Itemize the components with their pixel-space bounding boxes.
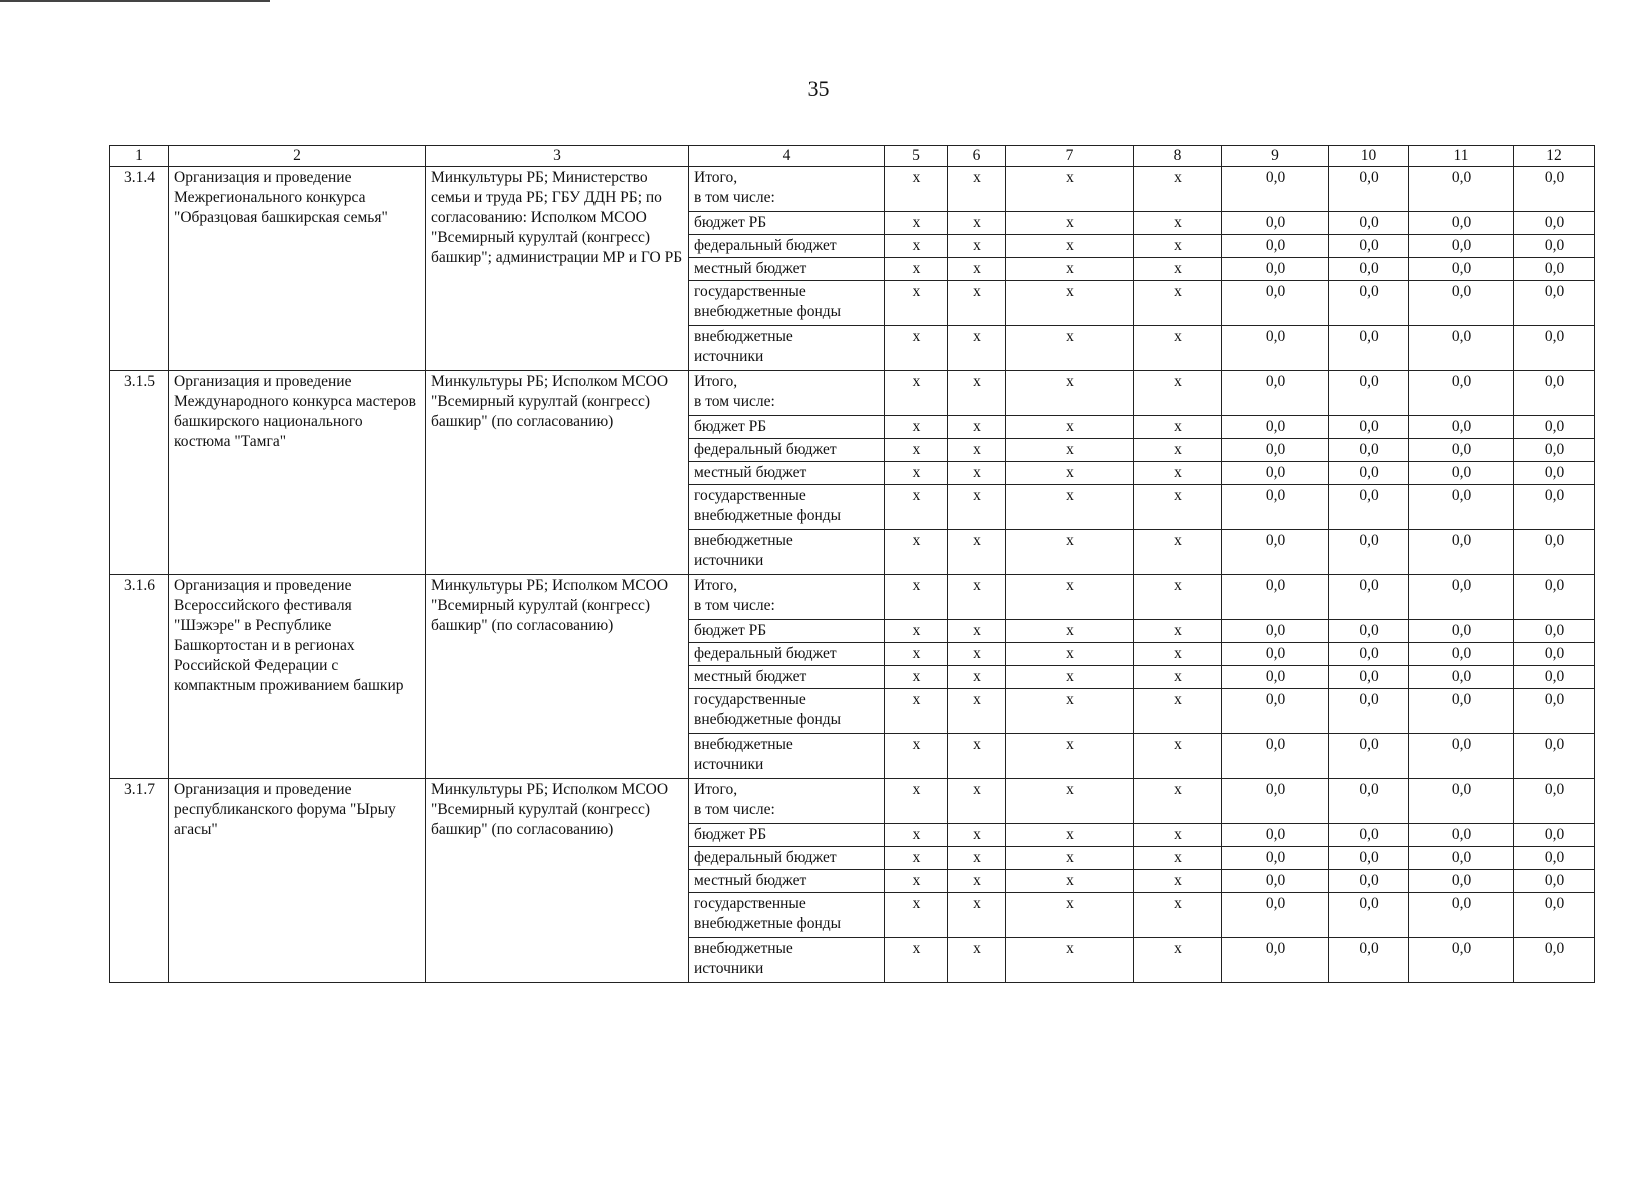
not-applicable-cell: х (1134, 575, 1222, 620)
funding-source-cell (689, 416, 885, 439)
amount-cell: 0,0 (1409, 620, 1514, 643)
funding-source-label-line2: внебюджетные фонды (694, 711, 842, 728)
not-applicable-cell: х (885, 530, 948, 575)
not-applicable-cell: х (1134, 485, 1222, 530)
page-number: 35 (807, 76, 830, 101)
funding-source-cell (689, 893, 885, 938)
amount-cell: 0,0 (1409, 371, 1514, 416)
amount-cell: 0,0 (1514, 485, 1595, 530)
funding-source-cell (689, 938, 885, 983)
funding-source-cell (689, 235, 885, 258)
amount-cell: 0,0 (1409, 779, 1514, 824)
funding-source-label-line2: источники (694, 552, 764, 569)
amount-cell: 0,0 (1329, 439, 1409, 462)
table-row (110, 779, 1595, 824)
amount-cell: 0,0 (1409, 870, 1514, 893)
amount-cell: 0,0 (1222, 870, 1329, 893)
measure-title: Организация и проведение Межрегионального конкурса "Образцовая башкирская семья" (169, 167, 426, 371)
amount-cell: 0,0 (1514, 893, 1595, 938)
not-applicable-cell: х (1006, 258, 1134, 281)
not-applicable-cell: х (948, 734, 1006, 779)
amount-cell: 0,0 (1514, 439, 1595, 462)
table-row (110, 371, 1595, 416)
amount-cell: 0,0 (1514, 575, 1595, 620)
not-applicable-cell: х (1006, 416, 1134, 439)
not-applicable-cell: х (885, 167, 948, 212)
amount-cell: 0,0 (1409, 938, 1514, 983)
not-applicable-cell: х (1134, 870, 1222, 893)
not-applicable-cell: х (1006, 779, 1134, 824)
not-applicable-cell: х (1134, 824, 1222, 847)
amount-cell: 0,0 (1514, 326, 1595, 371)
amount-cell: 0,0 (1222, 938, 1329, 983)
column-header: 6 (948, 146, 1006, 167)
amount-cell: 0,0 (1329, 689, 1409, 734)
not-applicable-cell: х (1134, 893, 1222, 938)
amount-cell: 0,0 (1514, 689, 1595, 734)
column-header: 5 (885, 146, 948, 167)
amount-cell: 0,0 (1514, 870, 1595, 893)
amount-cell: 0,0 (1409, 439, 1514, 462)
funding-source-label: Итого, (694, 781, 738, 798)
not-applicable-cell: х (1134, 167, 1222, 212)
measure-title: Организация и проведение Всероссийского фестиваля "Шэжэре" в Республике Башкортостан и в регионах Российской Федерации с компактным проживанием башкир (169, 575, 426, 779)
funding-source-label-line2: в том числе: (694, 597, 775, 614)
amount-cell: 0,0 (1514, 212, 1595, 235)
amount-cell: 0,0 (1222, 734, 1329, 779)
funding-source-label: местный бюджет (694, 872, 807, 889)
funding-source-label-line2: внебюджетные фонды (694, 915, 842, 932)
not-applicable-cell: х (1006, 824, 1134, 847)
funding-source-cell (689, 643, 885, 666)
not-applicable-cell: х (1006, 666, 1134, 689)
funding-source-label-line2: в том числе: (694, 801, 775, 818)
not-applicable-cell: х (948, 258, 1006, 281)
amount-cell: 0,0 (1514, 281, 1595, 326)
not-applicable-cell: х (1006, 530, 1134, 575)
not-applicable-cell: х (948, 689, 1006, 734)
not-applicable-cell: х (1006, 326, 1134, 371)
amount-cell: 0,0 (1222, 620, 1329, 643)
measure-executors: Минкультуры РБ; Исполком МСОО "Всемирный курултай (конгресс) башкир" (по согласованию) (426, 779, 689, 983)
funding-source-label: бюджет РБ (694, 622, 767, 639)
not-applicable-cell: х (1006, 212, 1134, 235)
not-applicable-cell: х (948, 485, 1006, 530)
funding-source-cell (689, 689, 885, 734)
amount-cell: 0,0 (1329, 167, 1409, 212)
funding-source-label: бюджет РБ (694, 418, 767, 435)
amount-cell: 0,0 (1329, 258, 1409, 281)
not-applicable-cell: х (1134, 643, 1222, 666)
amount-cell: 0,0 (1514, 235, 1595, 258)
not-applicable-cell: х (1006, 439, 1134, 462)
not-applicable-cell: х (948, 779, 1006, 824)
amount-cell: 0,0 (1222, 371, 1329, 416)
funding-source-cell (689, 870, 885, 893)
not-applicable-cell: х (1006, 734, 1134, 779)
funding-source-label-line2: внебюджетные фонды (694, 507, 842, 524)
not-applicable-cell: х (1134, 212, 1222, 235)
not-applicable-cell: х (948, 416, 1006, 439)
not-applicable-cell: х (948, 893, 1006, 938)
column-header: 1 (110, 146, 169, 167)
not-applicable-cell: х (885, 893, 948, 938)
amount-cell: 0,0 (1409, 689, 1514, 734)
funding-source-label: Итого, (694, 577, 738, 594)
amount-cell: 0,0 (1514, 258, 1595, 281)
measure-code: 3.1.7 (110, 779, 169, 983)
not-applicable-cell: х (1006, 689, 1134, 734)
measure-code: 3.1.4 (110, 167, 169, 371)
not-applicable-cell: х (885, 371, 948, 416)
amount-cell: 0,0 (1514, 371, 1595, 416)
not-applicable-cell: х (1134, 462, 1222, 485)
not-applicable-cell: х (885, 643, 948, 666)
funding-source-cell (689, 167, 885, 212)
amount-cell: 0,0 (1329, 666, 1409, 689)
funding-source-label: внебюджетные (694, 532, 793, 549)
funding-source-label: федеральный бюджет (694, 645, 837, 662)
funding-source-label: федеральный бюджет (694, 441, 837, 458)
not-applicable-cell: х (885, 326, 948, 371)
amount-cell: 0,0 (1514, 847, 1595, 870)
not-applicable-cell: х (1134, 281, 1222, 326)
amount-cell: 0,0 (1409, 258, 1514, 281)
column-header: 8 (1134, 146, 1222, 167)
not-applicable-cell: х (1134, 530, 1222, 575)
funding-source-cell (689, 371, 885, 416)
not-applicable-cell: х (948, 235, 1006, 258)
table-row (110, 167, 1595, 212)
not-applicable-cell: х (1006, 462, 1134, 485)
amount-cell: 0,0 (1222, 416, 1329, 439)
funding-source-label-line2: источники (694, 960, 764, 977)
funding-source-label-line2: источники (694, 756, 764, 773)
funding-source-label: местный бюджет (694, 260, 807, 277)
not-applicable-cell: х (948, 439, 1006, 462)
not-applicable-cell: х (1006, 485, 1134, 530)
not-applicable-cell: х (885, 620, 948, 643)
not-applicable-cell: х (948, 462, 1006, 485)
not-applicable-cell: х (885, 235, 948, 258)
amount-cell: 0,0 (1329, 779, 1409, 824)
amount-cell: 0,0 (1329, 643, 1409, 666)
amount-cell: 0,0 (1222, 779, 1329, 824)
amount-cell: 0,0 (1222, 326, 1329, 371)
not-applicable-cell: х (1006, 167, 1134, 212)
amount-cell: 0,0 (1514, 938, 1595, 983)
amount-cell: 0,0 (1222, 575, 1329, 620)
funding-source-label: местный бюджет (694, 464, 807, 481)
measure-executors: Минкультуры РБ; Исполком МСОО "Всемирный курултай (конгресс) башкир" (по согласованию) (426, 371, 689, 575)
funding-source-label: государственные (694, 487, 806, 504)
funding-source-label-line2: в том числе: (694, 189, 775, 206)
funding-source-label: государственные (694, 691, 806, 708)
amount-cell: 0,0 (1409, 462, 1514, 485)
not-applicable-cell: х (1006, 575, 1134, 620)
not-applicable-cell: х (948, 643, 1006, 666)
amount-cell: 0,0 (1222, 212, 1329, 235)
funding-source-label-line2: в том числе: (694, 393, 775, 410)
funding-source-label: государственные (694, 895, 806, 912)
not-applicable-cell: х (1134, 689, 1222, 734)
amount-cell: 0,0 (1222, 893, 1329, 938)
amount-cell: 0,0 (1222, 235, 1329, 258)
amount-cell: 0,0 (1222, 666, 1329, 689)
amount-cell: 0,0 (1222, 689, 1329, 734)
not-applicable-cell: х (1134, 734, 1222, 779)
measure-title: Организация и проведение Международного конкурса мастеров башкирского национального костюма "Тамга" (169, 371, 426, 575)
scan-edge-line (0, 0, 270, 2)
funding-source-label: федеральный бюджет (694, 849, 837, 866)
amount-cell: 0,0 (1514, 416, 1595, 439)
funding-source-cell (689, 462, 885, 485)
not-applicable-cell: х (1006, 847, 1134, 870)
not-applicable-cell: х (885, 212, 948, 235)
amount-cell: 0,0 (1329, 575, 1409, 620)
amount-cell: 0,0 (1409, 485, 1514, 530)
amount-cell: 0,0 (1329, 870, 1409, 893)
amount-cell: 0,0 (1222, 643, 1329, 666)
amount-cell: 0,0 (1222, 530, 1329, 575)
not-applicable-cell: х (1006, 938, 1134, 983)
column-header: 12 (1514, 146, 1595, 167)
amount-cell: 0,0 (1409, 530, 1514, 575)
amount-cell: 0,0 (1409, 847, 1514, 870)
amount-cell: 0,0 (1222, 258, 1329, 281)
not-applicable-cell: х (1006, 371, 1134, 416)
not-applicable-cell: х (948, 326, 1006, 371)
not-applicable-cell: х (1134, 620, 1222, 643)
amount-cell: 0,0 (1329, 235, 1409, 258)
amount-cell: 0,0 (1409, 824, 1514, 847)
amount-cell: 0,0 (1514, 779, 1595, 824)
not-applicable-cell: х (1006, 870, 1134, 893)
amount-cell: 0,0 (1409, 893, 1514, 938)
not-applicable-cell: х (1006, 893, 1134, 938)
funding-source-cell (689, 530, 885, 575)
funding-source-label: бюджет РБ (694, 214, 767, 231)
amount-cell: 0,0 (1409, 235, 1514, 258)
amount-cell: 0,0 (1514, 167, 1595, 212)
funding-source-cell (689, 439, 885, 462)
column-header: 2 (169, 146, 426, 167)
not-applicable-cell: х (885, 258, 948, 281)
funding-source-label: внебюджетные (694, 328, 793, 345)
funding-source-label-line2: внебюджетные фонды (694, 303, 842, 320)
funding-source-cell (689, 326, 885, 371)
not-applicable-cell: х (1006, 281, 1134, 326)
not-applicable-cell: х (1134, 666, 1222, 689)
amount-cell: 0,0 (1329, 371, 1409, 416)
amount-cell: 0,0 (1409, 666, 1514, 689)
column-header: 4 (689, 146, 885, 167)
not-applicable-cell: х (948, 575, 1006, 620)
column-header: 7 (1006, 146, 1134, 167)
not-applicable-cell: х (948, 530, 1006, 575)
amount-cell: 0,0 (1329, 281, 1409, 326)
funding-source-label: государственные (694, 283, 806, 300)
table-row (110, 575, 1595, 620)
amount-cell: 0,0 (1329, 326, 1409, 371)
amount-cell: 0,0 (1329, 893, 1409, 938)
not-applicable-cell: х (885, 847, 948, 870)
funding-source-cell (689, 575, 885, 620)
funding-source-label: федеральный бюджет (694, 237, 837, 254)
amount-cell: 0,0 (1409, 326, 1514, 371)
amount-cell: 0,0 (1329, 485, 1409, 530)
not-applicable-cell: х (1134, 439, 1222, 462)
not-applicable-cell: х (1134, 326, 1222, 371)
not-applicable-cell: х (1006, 620, 1134, 643)
not-applicable-cell: х (1134, 779, 1222, 824)
funding-source-label: Итого, (694, 373, 738, 390)
amount-cell: 0,0 (1409, 212, 1514, 235)
funding-source-label: Итого, (694, 169, 738, 186)
measure-code: 3.1.6 (110, 575, 169, 779)
not-applicable-cell: х (885, 575, 948, 620)
not-applicable-cell: х (885, 416, 948, 439)
amount-cell: 0,0 (1514, 734, 1595, 779)
funding-source-cell (689, 824, 885, 847)
not-applicable-cell: х (1134, 371, 1222, 416)
funding-source-label: внебюджетные (694, 940, 793, 957)
table-body (110, 167, 1595, 983)
funding-source-cell (689, 734, 885, 779)
not-applicable-cell: х (885, 666, 948, 689)
amount-cell: 0,0 (1329, 530, 1409, 575)
amount-cell: 0,0 (1514, 643, 1595, 666)
not-applicable-cell: х (1134, 847, 1222, 870)
not-applicable-cell: х (948, 847, 1006, 870)
amount-cell: 0,0 (1329, 212, 1409, 235)
funding-source-label: местный бюджет (694, 668, 807, 685)
not-applicable-cell: х (885, 439, 948, 462)
amount-cell: 0,0 (1329, 734, 1409, 779)
amount-cell: 0,0 (1329, 462, 1409, 485)
amount-cell: 0,0 (1329, 620, 1409, 643)
funding-source-cell (689, 666, 885, 689)
amount-cell: 0,0 (1514, 666, 1595, 689)
funding-source-cell (689, 620, 885, 643)
measure-title: Организация и проведение республиканского форума "Ырыу агасы" (169, 779, 426, 983)
measure-code: 3.1.5 (110, 371, 169, 575)
not-applicable-cell: х (885, 870, 948, 893)
amount-cell: 0,0 (1514, 462, 1595, 485)
column-header: 3 (426, 146, 689, 167)
not-applicable-cell: х (885, 938, 948, 983)
not-applicable-cell: х (885, 689, 948, 734)
not-applicable-cell: х (948, 620, 1006, 643)
column-header: 11 (1409, 146, 1514, 167)
not-applicable-cell: х (1134, 938, 1222, 983)
amount-cell: 0,0 (1222, 439, 1329, 462)
funding-source-cell (689, 281, 885, 326)
amount-cell: 0,0 (1514, 530, 1595, 575)
not-applicable-cell: х (885, 485, 948, 530)
measure-executors: Минкультуры РБ; Министерство семьи и труда РБ; ГБУ ДДН РБ; по согласованию: Исполком МСОО "Всемирный курултай (конгресс) башкир"; администрации МР и ГО РБ (426, 167, 689, 371)
amount-cell: 0,0 (1409, 643, 1514, 666)
not-applicable-cell: х (948, 938, 1006, 983)
column-header: 9 (1222, 146, 1329, 167)
funding-source-label: внебюджетные (694, 736, 793, 753)
funding-source-cell (689, 258, 885, 281)
not-applicable-cell: х (885, 734, 948, 779)
amount-cell: 0,0 (1329, 416, 1409, 439)
not-applicable-cell: х (1134, 235, 1222, 258)
not-applicable-cell: х (948, 824, 1006, 847)
funding-source-cell (689, 485, 885, 530)
not-applicable-cell: х (948, 281, 1006, 326)
not-applicable-cell: х (885, 281, 948, 326)
funding-source-cell (689, 847, 885, 870)
amount-cell: 0,0 (1222, 485, 1329, 530)
not-applicable-cell: х (948, 212, 1006, 235)
amount-cell: 0,0 (1329, 847, 1409, 870)
funding-source-cell (689, 779, 885, 824)
not-applicable-cell: х (948, 167, 1006, 212)
funding-source-label: бюджет РБ (694, 826, 767, 843)
funding-source-cell (689, 212, 885, 235)
amount-cell: 0,0 (1329, 824, 1409, 847)
funding-source-label-line2: источники (694, 348, 764, 365)
not-applicable-cell: х (948, 371, 1006, 416)
not-applicable-cell: х (948, 666, 1006, 689)
not-applicable-cell: х (1134, 416, 1222, 439)
not-applicable-cell: х (885, 779, 948, 824)
amount-cell: 0,0 (1222, 281, 1329, 326)
amount-cell: 0,0 (1409, 416, 1514, 439)
not-applicable-cell: х (885, 824, 948, 847)
amount-cell: 0,0 (1514, 824, 1595, 847)
amount-cell: 0,0 (1409, 734, 1514, 779)
amount-cell: 0,0 (1514, 620, 1595, 643)
column-header: 10 (1329, 146, 1409, 167)
not-applicable-cell: х (885, 462, 948, 485)
not-applicable-cell: х (948, 870, 1006, 893)
column-number-row (110, 146, 1595, 167)
funding-table (109, 145, 1595, 983)
not-applicable-cell: х (1006, 643, 1134, 666)
not-applicable-cell: х (1006, 235, 1134, 258)
amount-cell: 0,0 (1222, 462, 1329, 485)
not-applicable-cell: х (1134, 258, 1222, 281)
amount-cell: 0,0 (1222, 167, 1329, 212)
measure-executors: Минкультуры РБ; Исполком МСОО "Всемирный курултай (конгресс) башкир" (по согласованию) (426, 575, 689, 779)
amount-cell: 0,0 (1409, 167, 1514, 212)
amount-cell: 0,0 (1222, 847, 1329, 870)
amount-cell: 0,0 (1329, 938, 1409, 983)
amount-cell: 0,0 (1409, 575, 1514, 620)
amount-cell: 0,0 (1409, 281, 1514, 326)
amount-cell: 0,0 (1222, 824, 1329, 847)
